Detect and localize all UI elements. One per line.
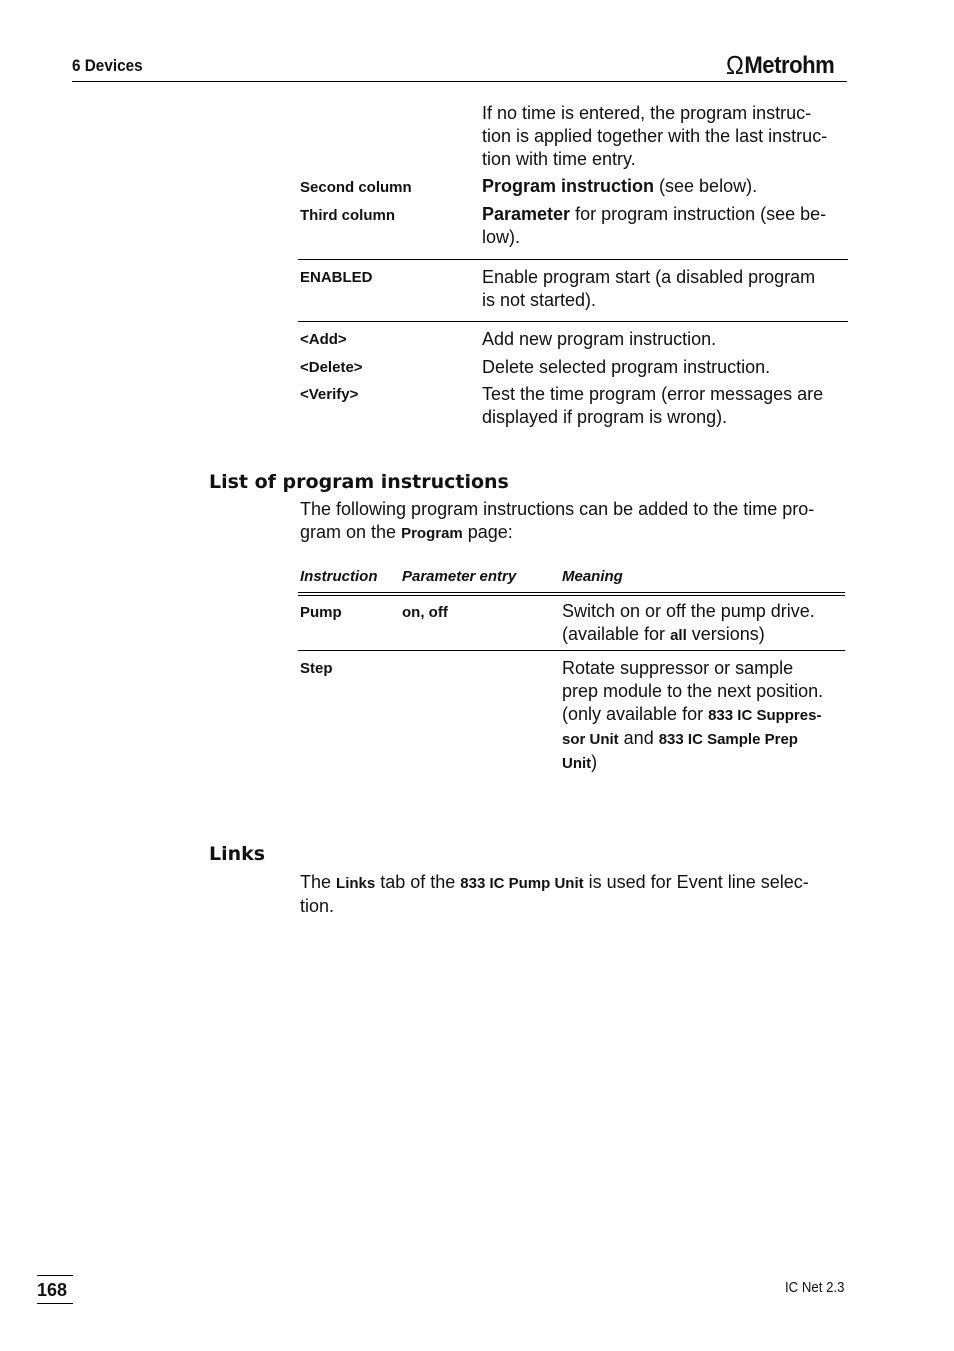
enabled-label: ENABLED [300, 269, 373, 286]
table-cell-instruction: Pump [300, 604, 342, 621]
table-header-parameter: Parameter entry [402, 568, 517, 585]
omega-logo-icon: Ω [726, 50, 744, 80]
table-row-rule [298, 650, 845, 651]
table-header-rule [298, 592, 845, 593]
logo-text: Metrohm [744, 51, 835, 79]
chapter-title: 6 Devices [72, 56, 143, 75]
header-rule [72, 81, 847, 82]
second-column-desc: Program instruction (see below). [482, 176, 758, 196]
instructions-intro: The following program instructions can be added to the time pro- gram on the Program page: [300, 499, 815, 542]
verify-desc: Test the time program (error messages are displayed if program is wrong). [482, 384, 824, 427]
divider [298, 321, 848, 322]
enabled-desc: Enable program start (a disabled program is not started). [482, 267, 816, 310]
intro-paragraph [482, 102, 827, 171]
product-name: IC Net 2.3 [785, 1279, 845, 1296]
links-paragraph: The Links tab of the 833 IC Pump Unit is used for Event line selec- tion. [300, 872, 809, 916]
program-page-ref: Program [401, 525, 463, 542]
add-label: <Add> [300, 331, 347, 348]
verify-label: <Verify> [300, 386, 359, 403]
table-header-rule [298, 595, 845, 596]
page-number-rule [37, 1303, 73, 1304]
delete-desc: Delete selected program instruction. [482, 357, 771, 377]
page-number-rule [37, 1275, 73, 1276]
table-cell-parameter: on, off [402, 604, 448, 621]
page-number: 168 [37, 1280, 68, 1300]
second-column-label: Second column [300, 179, 412, 196]
section-heading-links: Links [209, 843, 266, 865]
intro-line: tion with time entry. [482, 149, 636, 169]
intro-line: tion is applied together with the last instruc- [482, 126, 828, 146]
divider [298, 259, 848, 260]
table-cell-meaning: Rotate suppressor or sample prep module to the next position. (only available for 833 IC Suppres- sor Unit and 833 IC Sample Prep Unit) [562, 658, 824, 772]
add-desc: Add new program instruction. [482, 329, 717, 349]
third-column-desc: Parameter for program instruction (see be- low). [482, 204, 827, 247]
intro-line: If no time is entered, the program instruc- [482, 103, 812, 123]
table-cell-instruction: Step [300, 660, 333, 677]
metrohm-logo [726, 50, 834, 81]
third-column-label: Third column [300, 207, 395, 224]
section-heading-instructions: List of program instructions [209, 471, 509, 493]
table-header-meaning: Meaning [562, 568, 623, 585]
delete-label: <Delete> [300, 359, 363, 376]
table-header-instruction: Instruction [300, 568, 378, 585]
term: Program instruction [482, 176, 655, 196]
table-cell-meaning: Switch on or off the pump drive. (available for all versions) [562, 601, 815, 644]
term: Parameter [482, 204, 571, 224]
